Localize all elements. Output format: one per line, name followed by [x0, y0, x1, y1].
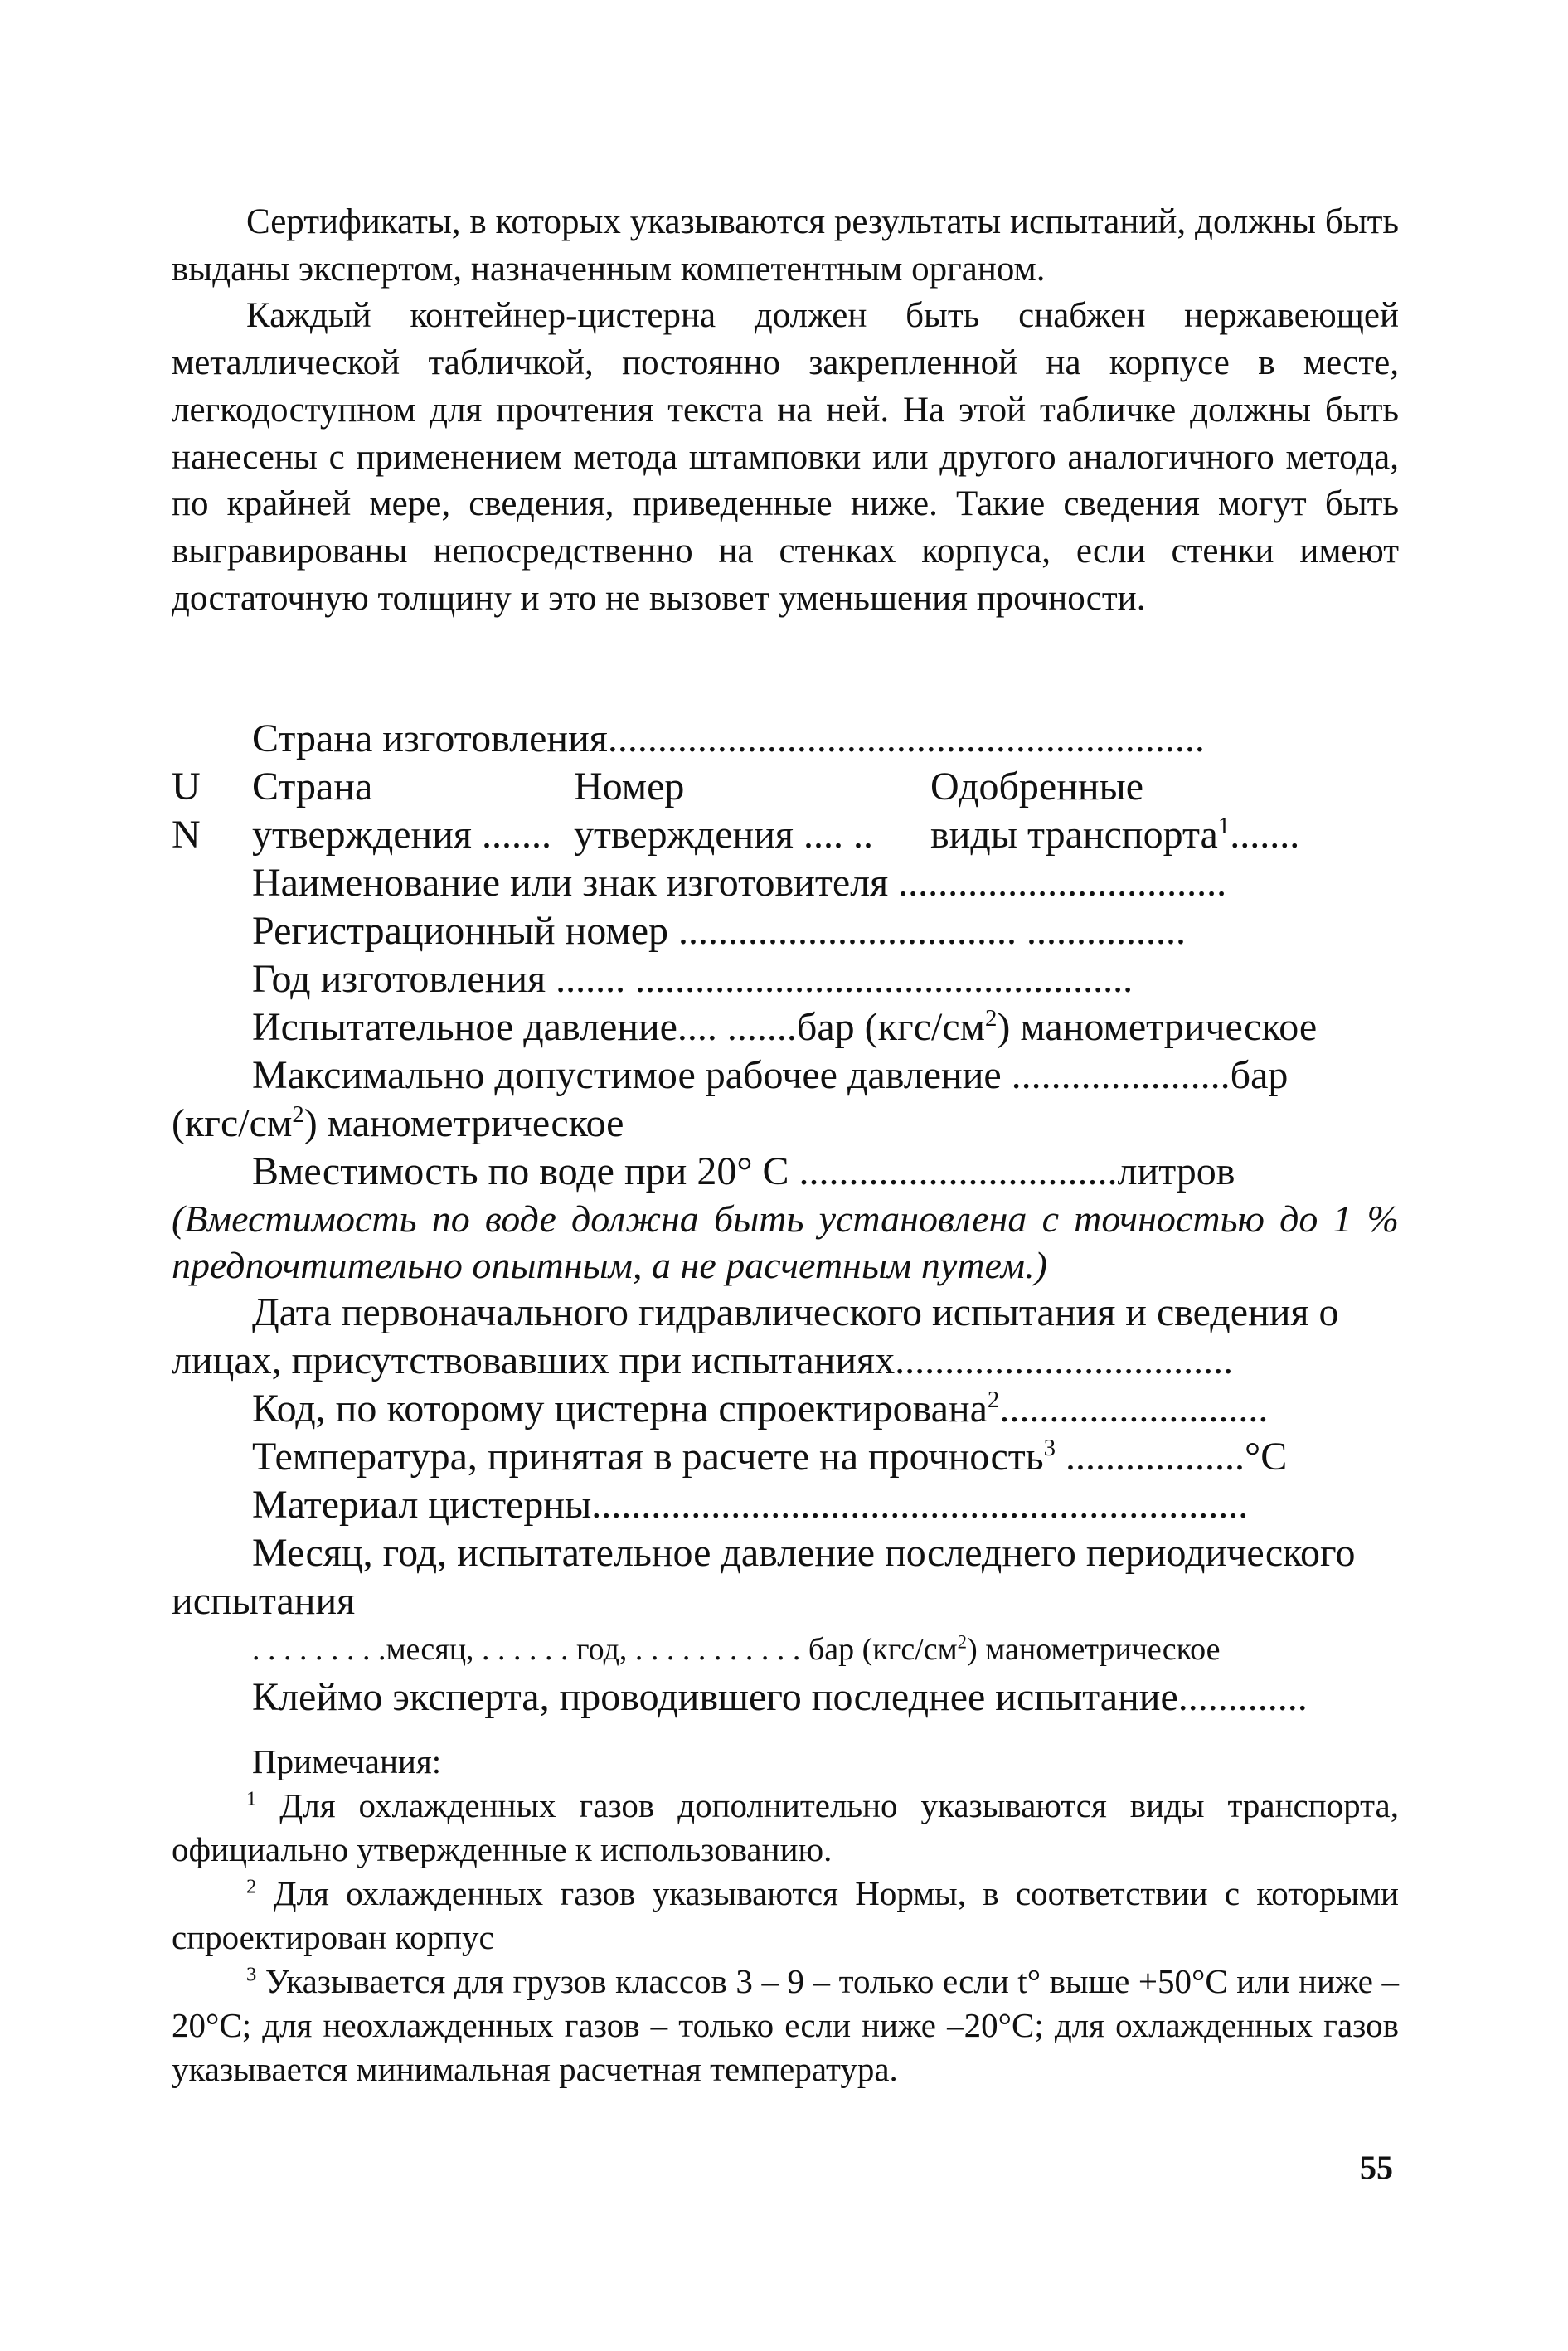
field-hydro-test: Дата первоначального гидравлического испытания и сведения о лицах, присутствовавших при испытаниях..................................	[172, 1290, 1339, 1382]
notes-section	[172, 1740, 1399, 2091]
notes-heading: Примечания:	[252, 1742, 442, 1780]
intro-paragraph-1: Сертификаты, в которых указываются результаты испытаний, должны быть выданы экспертом, назначенным компетентным органом.	[172, 202, 1399, 289]
field-max-pressure: Максимально допустимое рабочее давление ......................бар	[252, 1053, 1289, 1097]
field-periodic-values: . . . . . . . . .месяц, . . . . . . год, . . . . . . . . . . . бар $(кгс/см^2)$ манометрическое	[252, 1631, 1221, 1667]
field-design-code: Код, по которому цистерна спроектирована$^2$...........................	[252, 1387, 1269, 1431]
intro-section	[172, 199, 1399, 622]
plate-fields	[172, 715, 1399, 1722]
note-3: $^3$ Указывается для грузов классов 3 – 9 – только если t° выше +50°C или ниже –20°C; для неохлажденных газов – только если ниже –20°C; для охлажденных газов указывается минимальная расчетная температура.	[172, 1962, 1400, 2088]
capacity-note: (Вместимость по воде должна быть установлена с точностью до 1 % предпочтительно опытным, а не расчетным путем.)	[172, 1197, 1399, 1286]
approval-country-label: Страна	[252, 765, 373, 809]
approval-country-value: утверждения .......	[252, 813, 552, 857]
note-2: $^2$ Для охлажденных газов указываются Нормы, в соответствии с которыми спроектирован корпус	[172, 1874, 1399, 1956]
field-expert-stamp: Клеймо эксперта, проводившего последнее испытание.............	[252, 1675, 1308, 1719]
field-manufacturer: Наименование или знак изготовителя .................................	[252, 861, 1227, 905]
field-year: Год изготовления ....... ..................................................	[252, 957, 1134, 1001]
approved-transport-label: Одобренные	[930, 765, 1144, 809]
note-1: $^1$ Для охлажденных газов дополнительно указываются виды транспорта, официально утвержденные к использованию.	[172, 1786, 1399, 1868]
approval-number-value: утверждения .... ..	[574, 813, 874, 857]
field-registration: Регистрационный номер .................................. ................	[252, 909, 1187, 953]
field-approval-row-2	[172, 811, 1399, 859]
field-design-temperature: Температура, принятая в расчете на прочность$^3$ ..................°C	[252, 1435, 1288, 1479]
field-capacity: Вместимость по воде при 20° С ................................литров	[252, 1149, 1235, 1193]
field-test-pressure: Испытательное давление.... .......бар $(кгс/см^2)$ манометрическое	[252, 1005, 1318, 1049]
field-max-pressure-cont: $(кгс/см^2)$ манометрическое	[172, 1101, 624, 1145]
approved-transport-value: виды транспорта$^1$.......	[930, 813, 1300, 857]
page-number: 55	[1360, 2149, 1393, 2186]
un-mark-u: U	[172, 765, 201, 809]
field-country: Страна изготовления............................................................	[252, 716, 1205, 760]
approval-number-label: Номер	[574, 765, 685, 809]
un-mark-n: N	[172, 813, 201, 857]
field-material: Материал цистерны..................................................................	[252, 1483, 1249, 1527]
field-periodic-test: Месяц, год, испытательное давление последнего периодического испытания	[172, 1531, 1356, 1623]
intro-paragraph-2: Каждый контейнер-цистерна должен быть снабжен нержавеющей металлической табличкой, постоянно закрепленной на корпусе в месте, легкодоступном для прочтения текста на ней. На этой табличке должны быть нанесены с применением метода штамповки или другого аналогичного метода, по крайней мере, сведения, приведенные ниже. Такие сведения могут быть выгравированы непосредственно на стенках корпуса, если стенки имеют достаточную толщину и это не вызовет уменьшения прочности.	[172, 296, 1399, 618]
field-approval-row-1	[172, 763, 1399, 811]
